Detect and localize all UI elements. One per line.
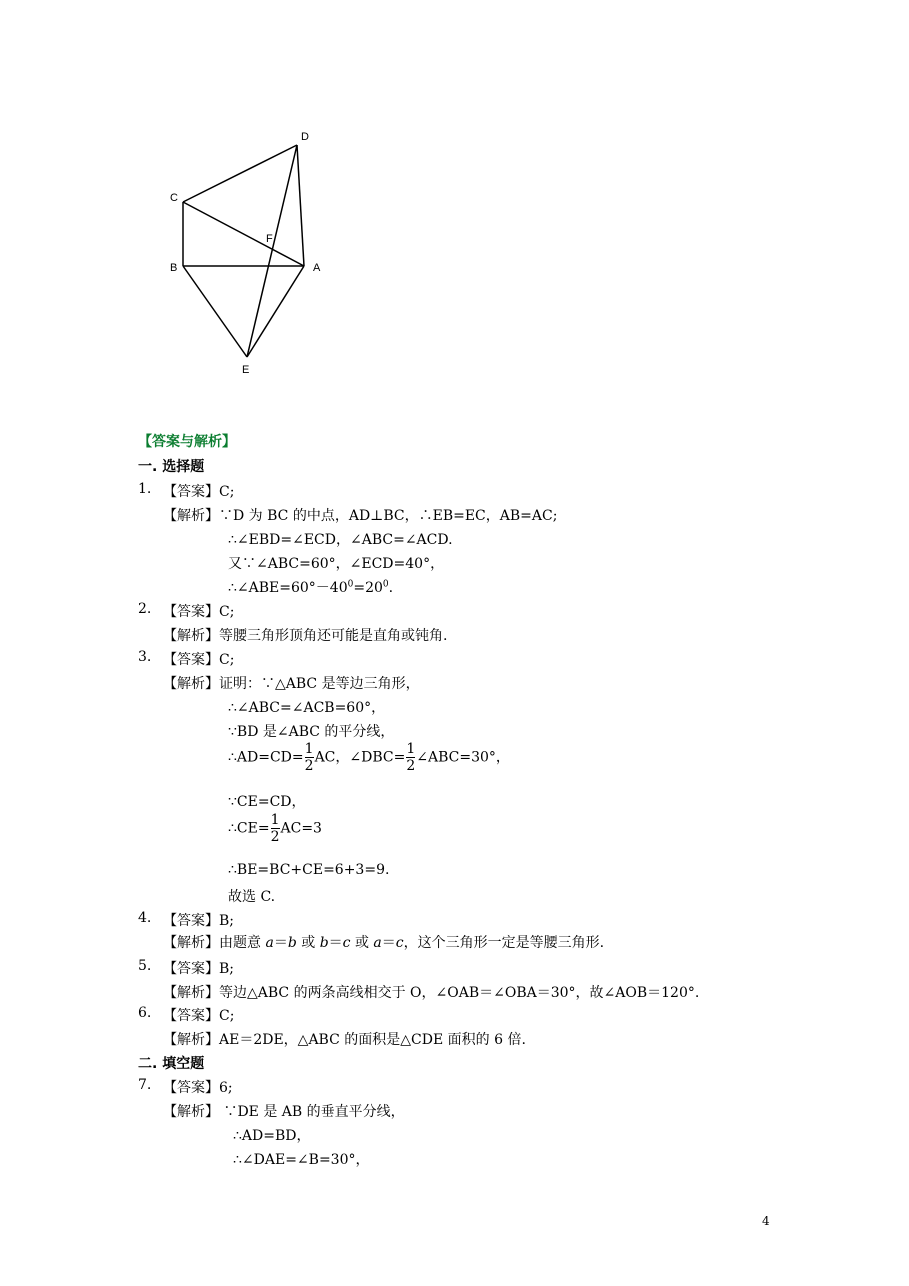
segment-be (183, 266, 247, 357)
var-a: a (265, 935, 274, 951)
q6-analysis-1: 【解析】AE＝2DE，△ABC 的面积是△CDE 面积的 6 倍. (163, 1032, 526, 1048)
q3-analysis-2: ∴∠ABC=∠ACB=60°， (228, 700, 386, 716)
q4-analysis-1 (163, 932, 604, 952)
label-a: A (313, 262, 321, 274)
q6-answer: 【答案】C; (163, 1008, 235, 1024)
q2-answer: 【答案】C; (163, 604, 235, 620)
frac-numerator: 1 (270, 812, 280, 828)
or-word: 或 (296, 935, 320, 951)
equals-sign: ＝ (381, 935, 396, 951)
page-number: 4 (762, 1214, 770, 1228)
q3-analysis-8: 故选 C. (228, 889, 276, 905)
q3-number: 3. (138, 649, 152, 665)
q7-number: 7. (138, 1077, 152, 1093)
q1-a4-prefix: ∴∠ABE=60°－40 (228, 580, 348, 596)
q3-analysis-3: ∵BD 是∠ABC 的平分线， (228, 724, 395, 740)
q7-analysis-1: 【解析】 ∵DE 是 AB 的垂直平分线， (163, 1104, 405, 1120)
segment-ae (247, 266, 304, 357)
segment-ca (183, 202, 304, 266)
q3-analysis-7: ∴BE=BC+CE=6+3=9. (228, 862, 390, 878)
segment-cd (183, 145, 297, 202)
label-c: C (170, 192, 178, 204)
q3-analysis-6 (228, 813, 322, 844)
q4-answer: 【答案】B; (163, 913, 235, 929)
q3-answer: 【答案】C; (163, 652, 235, 668)
q1-analysis-4 (228, 577, 393, 597)
q4-a1-end: ，这个三角形一定是等腰三角形. (403, 935, 605, 951)
section-choice: 一. 选择题 (138, 459, 205, 475)
q1-a4-sup2: 0 (382, 579, 389, 590)
q1-analysis-2: ∴∠EBD=∠ECD，∠ABC=∠ACD. (228, 532, 453, 548)
q1-a4-sup1: 0 (347, 579, 354, 590)
label-b: B (170, 262, 178, 274)
var-c: c (342, 935, 351, 951)
fraction-half (305, 742, 314, 773)
fraction-half (271, 813, 280, 844)
q2-analysis-1: 【解析】等腰三角形顶角还可能是直角或钝角. (163, 628, 448, 644)
answers-heading: 【答案与解析】 (138, 434, 236, 450)
q4-number: 4. (138, 910, 152, 926)
q1-a4-mid: =20 (353, 580, 383, 596)
q6-number: 6. (138, 1005, 152, 1021)
label-f: F (266, 233, 273, 245)
frac-denominator: 2 (406, 758, 416, 774)
q1-number: 1. (138, 481, 152, 497)
q1-analysis-3: 又∵∠ABC=60°，∠ECD=40°， (228, 556, 445, 572)
q5-answer: 【答案】B; (163, 961, 235, 977)
label-d: D (301, 131, 309, 143)
q5-number: 5. (138, 958, 152, 974)
q1-a4-end: . (388, 580, 394, 596)
q3-a4-part2: AC，∠DBC= (314, 749, 406, 766)
var-b: b (319, 935, 329, 951)
q7-analysis-3: ∴∠DAE=∠B=30°， (233, 1152, 370, 1168)
q2-number: 2. (138, 601, 152, 617)
section-fill: 二. 填空题 (138, 1056, 205, 1072)
label-e: E (242, 364, 250, 376)
geometry-figure (160, 125, 340, 389)
var-c: c (395, 935, 404, 951)
fraction-half (406, 742, 415, 773)
equals-sign: ＝ (328, 935, 343, 951)
q3-a6-part1: ∴CE= (228, 820, 270, 837)
frac-denominator: 2 (270, 829, 280, 845)
q7-analysis-2: ∴AD=BD， (233, 1128, 311, 1144)
or-word: 或 (350, 935, 374, 951)
equals-sign: ＝ (273, 935, 288, 951)
q3-analysis-1: 【解析】证明：∵△ABC 是等边三角形， (163, 676, 420, 692)
var-a: a (373, 935, 382, 951)
q3-analysis-5: ∵CE=CD， (228, 794, 306, 810)
frac-numerator: 1 (304, 741, 314, 757)
q3-a4-part3: ∠ABC=30°， (416, 749, 510, 766)
q1-analysis-1: 【解析】∵D 为 BC 的中点，AD⊥BC，∴EB=EC，AB=AC; (163, 508, 558, 524)
frac-numerator: 1 (406, 741, 416, 757)
segment-de (247, 145, 297, 357)
q5-analysis-1: 【解析】等边△ABC 的两条高线相交于 O，∠OAB＝∠OBA＝30°，故∠AOB＝120°. (163, 985, 700, 1001)
q3-analysis-4 (228, 742, 510, 773)
q7-answer: 【答案】6; (163, 1080, 233, 1096)
var-b: b (287, 935, 297, 951)
triangle-diagram (160, 125, 340, 385)
q3-a4-part1: ∴AD=CD= (228, 749, 304, 766)
segment-da (297, 145, 304, 266)
frac-denominator: 2 (304, 758, 314, 774)
q1-answer: 【答案】C; (163, 484, 235, 500)
q3-a6-part2: AC=3 (280, 820, 322, 837)
q4-a1-prefix: 【解析】由题意 (163, 935, 266, 951)
